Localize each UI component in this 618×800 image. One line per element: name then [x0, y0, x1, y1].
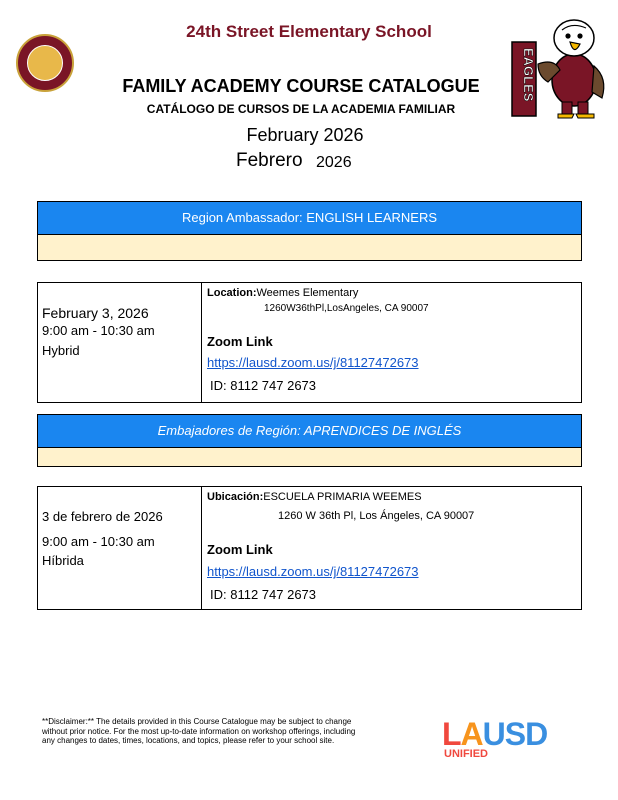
logo-letter: D [525, 716, 548, 752]
location-name: ESCUELA PRIMARIA WEEMES [263, 491, 422, 503]
logo-unified: UNIFIED [444, 748, 488, 760]
banner-cream-row [38, 234, 581, 260]
zoom-link[interactable]: https://lausd.zoom.us/j/81127472673 [207, 355, 419, 370]
eagle-mascot-icon [508, 8, 612, 120]
session-date: February 3, 2026 [42, 305, 149, 321]
session-details-column [38, 487, 202, 609]
location-address: 1260W36thPl,LosAngeles, CA 90007 [264, 303, 429, 314]
disclaimer [42, 717, 402, 746]
logo-letter: S [504, 716, 526, 752]
zoom-label: Zoom Link [207, 334, 273, 349]
spanish-session-card [37, 486, 582, 610]
disclaimer-line: **Disclaimer:** The details provided in this Course Catalogue may be subject to change [42, 717, 352, 726]
logo-letter: A [460, 716, 483, 752]
zoom-label: Zoom Link [207, 542, 273, 557]
banner-title: Embajadores de Región: APRENDICES DE INGLÉS [38, 415, 581, 447]
seal-emblem-icon [27, 45, 63, 81]
disclaimer-line: any changes to dates, times, locations, and topics, please refer to your school site. [42, 736, 335, 745]
meeting-id: ID: 8112 747 2673 [210, 587, 317, 602]
location-name: Weemes Elementary [256, 287, 359, 299]
logo-letter: L [442, 716, 461, 752]
location-label: Location: [207, 287, 257, 299]
location-line [207, 287, 358, 299]
session-location-column [202, 283, 581, 402]
meeting-id: ID: 8112 747 2673 [210, 378, 317, 393]
session-time: 9:00 am - 10:30 am [42, 323, 155, 338]
mascot-word: EAGLES [521, 48, 536, 102]
location-label: Ubicación: [207, 491, 264, 503]
spanish-region-banner [37, 414, 582, 467]
session-mode: Hybrid [42, 343, 80, 358]
location-line [207, 491, 422, 503]
session-details-column [38, 283, 202, 402]
session-time: 9:00 am - 10:30 am [42, 534, 155, 549]
catalogue-subtitle: CATÁLOGO DE CURSOS DE LA ACADEMIA FAMILIAR [146, 102, 456, 116]
session-mode: Híbrida [42, 553, 84, 568]
lausd-logo [442, 718, 574, 766]
banner-cream-row [38, 447, 581, 466]
catalogue-title: FAMILY ACADEMY COURSE CATALOGUE [122, 76, 480, 96]
location-address: 1260 W 36th Pl, Los Ángeles, CA 90007 [278, 510, 475, 522]
english-region-banner [37, 201, 582, 261]
banner-title: Region Ambassador: ENGLISH LEARNERS [38, 202, 581, 234]
month-spanish-year: 2026 [316, 154, 352, 171]
logo-letter: U [482, 716, 505, 752]
english-session-card [37, 282, 582, 403]
disclaimer-line: without prior notice. For the most up-to-date information on workshop offerings, including [42, 726, 356, 736]
month-english: February 2026 [246, 125, 364, 145]
month-spanish: Febrero [236, 150, 303, 171]
school-name: 24th Street Elementary School [186, 22, 432, 41]
school-seal-logo [16, 34, 74, 92]
session-location-column [202, 487, 581, 609]
zoom-link[interactable]: https://lausd.zoom.us/j/81127472673 [207, 564, 419, 579]
session-date: 3 de febrero de 2026 [42, 509, 163, 524]
